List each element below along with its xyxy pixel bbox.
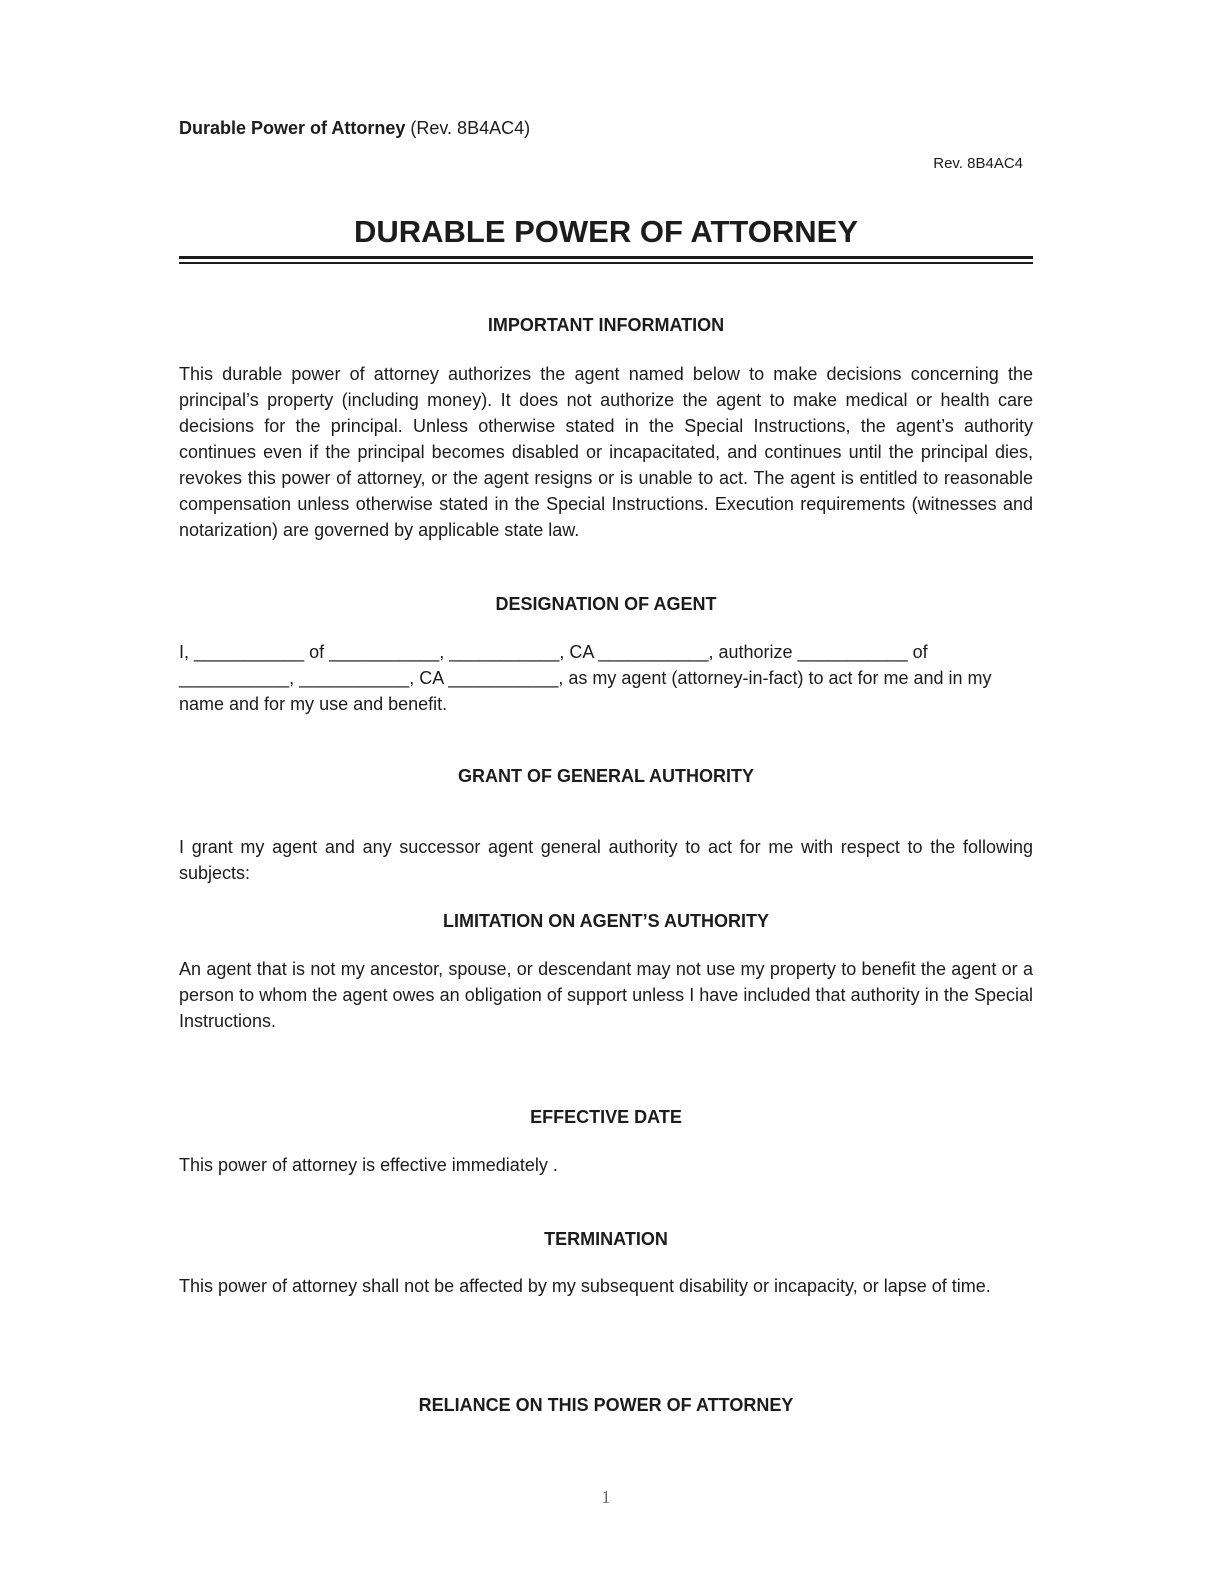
heading-designation-of-agent: DESIGNATION OF AGENT — [495, 594, 717, 614]
document-title: DURABLE POWER OF ATTORNEY — [353, 214, 859, 249]
paragraph-termination: This power of attorney shall not be affected by my subsequent disability or incapacity, or lapse of time. — [179, 1276, 991, 1296]
paragraph-grant-of-general-authority: I grant my agent and any successor agent general authority to act for me with respect to the following subjects: — [179, 837, 1033, 883]
paragraph-limitation: An agent that is not my ancestor, spouse, or descendant may not use my property to benefit the agent or a person to whom the agent owes an obligation of support unless I have included that authority in the Special Instructions. — [179, 959, 1033, 1031]
page-number: 1 — [601, 1487, 611, 1507]
paragraph-important-information: This durable power of attorney authorizes the agent named below to make decisions concerning the principal’s property (including money). It does not authorize the agent to make medical or health care decisions for the principal. Unless otherwise stated in the Special Instructions, the agent’s authority continues even if the principal becomes disabled or incapacitated, and continues until the principal dies, revokes this power of attorney, or the agent resigns or is unable to act. The agent is entitled to reasonable compensation unless otherwise stated in the Special Instructions. Execution requirements (witnesses and notarization) are governed by applicable state law. — [179, 364, 1033, 540]
header-revision: (Rev. 8B4AC4) — [410, 118, 531, 138]
heading-important-information: IMPORTANT INFORMATION — [487, 315, 725, 335]
running-header — [179, 117, 530, 139]
title-double-rule — [179, 256, 1033, 264]
revision-code: Rev. 8B4AC4 — [933, 155, 1023, 172]
header-title: Durable Power of Attorney — [179, 118, 406, 138]
heading-grant-of-general-authority: GRANT OF GENERAL AUTHORITY — [458, 766, 754, 786]
paragraph-effective-date: This power of attorney is effective immediately . — [179, 1155, 558, 1175]
heading-effective-date: EFFECTIVE DATE — [530, 1107, 682, 1127]
heading-reliance: RELIANCE ON THIS POWER OF ATTORNEY — [418, 1395, 794, 1415]
heading-termination: TERMINATION — [544, 1229, 668, 1249]
heading-limitation: LIMITATION ON AGENT’S AUTHORITY — [443, 911, 769, 931]
paragraph-designation-of-agent: I, ___________ of ___________, ___________, CA ___________, authorize ___________ of ___________, ___________, CA ___________, as my agent (attorney-in-fact) to act for me and in my name and for my use and benefit. — [179, 642, 992, 714]
